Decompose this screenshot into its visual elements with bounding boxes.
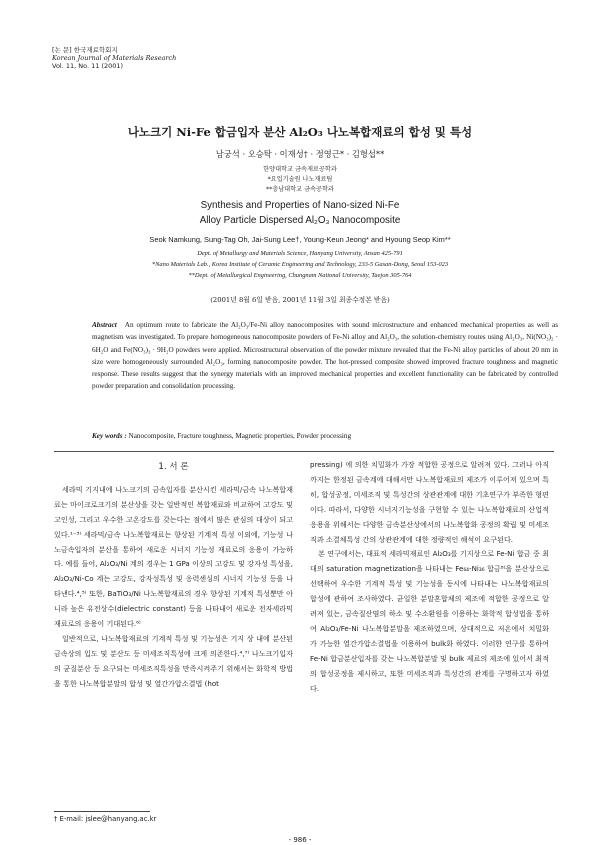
korean-title: 나노크기 Ni-Fe 합금입자 분산 Al₂O₃ 나노복합재료의 합성 및 특성	[127, 125, 473, 139]
english-affiliation-1: Dept. of Metallurgy and Materials Science, Hanyang University, Ansan 425-791	[197, 250, 403, 257]
english-affiliation-2: *Nano Materials Lab., Korea Institute of Ceramic Engineering and Technology, 233-5 Gasan-Dong, Seoul 153-023	[151, 261, 449, 268]
english-affiliations	[60, 248, 540, 281]
journal-header	[52, 46, 176, 70]
section-title-introduction: 1. 서 론	[158, 462, 189, 472]
received-dates: (2001년 8월 6일 받음, 2001년 11월 3일 최종수정본 받음)	[210, 296, 390, 304]
keywords-label: Key words :	[92, 432, 127, 440]
journal-volume: Vol. 11, No. 11 (2001)	[52, 62, 124, 70]
journal-korean-name: [논 문] 한국재료학회지	[52, 46, 118, 54]
footnote-email: † E-mail: jslee@hanyang.ac.kr	[54, 815, 157, 823]
body-paragraph: 본 연구에서는, 대표적 세라믹재료인 Al₂O₃를 기지상으로 Fe-Ni 합금 중 최대의 saturation magnetization을 나타내는 Fe₆₄-Ni₃₆ 합금⁸⁾을 분산상으로 선택하여 우수한 기계적 특성 및 기능성을 동시에 나타내는 나노복합재료의 합성에 관하여 조사하였다. 균일한 분말혼합체의 제조에 적합한 공정으로 알려져 있는, 금속질산염의 하소 및 수소환원을 이용하는 화학적 합성법을 통하여 Al₂O₃/Fe-Ni 나노복합분말을 제조하였으며, 상대적으로 저온에서 치밀화가 가능한 열간가압소결법을 이용하여 bulk화 하였다. 이러한 연구를 통하여 Fe-Ni 합금분산입자를 갖는 나노복합분말 및 bulk 제료의 제조에 있어서 최적의 합성공정을 제시하고, 또한 미세조직과 특성간의 관계를 구명하고자 하였다.	[310, 549, 549, 693]
keywords-text: Nanocomposite, Fracture toughness, Magnetic properties, Powder processing	[126, 432, 352, 440]
korean-authors: 남궁석 · 오승탁 · 이재성† · 정영근* · 김형섭**	[215, 149, 385, 159]
footnote-rule	[54, 811, 150, 812]
keywords	[92, 432, 558, 440]
abstract-text: An optimum route to fabricate the Al₂O₃/Fe-Ni alloy nanocomposites with sound microstructure and enhanced mechanical properties as well as magnetism was investigated. To prepare homogeneous nanocomposite powders of Fe-Ni alloy and Al₂O₃, the solution-chemistry routes using Al₂O₃, Ni(NO₃)₂ · 6H₂O and Fe(NO₃)₃ · 9H₂O powders were applied. Microstructural observation of the powder mixture revealed that the Fe-Ni alloy particles of about 20 nm in size were homogeneously surrounded Al₂O₃, forming nanocomposite powder. The hot-pressed composite showed improved fracture toughness and magnetic response. These results suggest that the synergy materials with an improved mechanical properties and excellent functionality can be fabricated by controlled powder preparation and consolidation processing.	[92, 321, 558, 391]
korean-affiliations	[0, 165, 600, 195]
english-authors: Seok Namkung, Sung-Tag Oh, Jai-Sung Lee†, Young-Keun Jeong* and Hyoung Seop Kim**	[149, 235, 451, 244]
left-column	[54, 458, 293, 692]
korean-affiliation-1: 한양대학교 금속재료공학과	[263, 166, 337, 173]
korean-affiliation-3: **충남대학교 금속공학과	[266, 186, 334, 193]
body-paragraph: 세라믹 기지내에 나노크기의 금속입자를 분산시킨 세라믹/금속 나노복합재료는 마이크로크기의 분산상을 갖는 일반적인 복합재료와 비교하여 고강도 및 고인성, 그리고 우수한 고온강도를 갖는다는 점에서 많은 관심의 대상이 되고 있다.¹⁻³⁾ 세라믹/금속 나노복합재료는 향상된 기계적 특성 이외에, 기능성 나노금속입자의 분산을 통하여 새로운 시너지 기능성 재료로의 응용이 가능하다. 예를 들어, Al₂O₃/Ni 계의 경우는 1 GPa 이상의 고강도 및 강자성 특성을, Al₂O₃/Ni-Co 계는 고강도, 강자성특성 및 응력센싱의 시너지 기능성 등을 나타낸다.⁴,⁵⁾ 또한, BaTiO₃/Ni 나노복합재료의 경우 향상된 기계적 특성뿐만 아니라 높은 유전상수(dielectric constant) 등을 나타내어 새로운 전자세라믹재료로의 응용이 기대된다.⁶⁾	[54, 484, 293, 629]
english-title-line-1: Synthesis and Properties of Nano-sized Ni-Fe	[200, 200, 400, 211]
body-paragraph: pressing) 에 의한 치밀화가 가장 적합한 공정으로 알려져 있다. 그러나 아직까지는 한정된 금속계에 대해서만 나노복합재료의 제조가 이루어져 있으며 특히, 합성공정, 미세조직 및 특성간의 상관관계에 대한 기초연구가 부족한 형편이다. 따라서, 다양한 시너지기능성을 구현할 수 있는 나노복합재료의 산업적응용을 위해서는 다양한 금속분산상에서의 나노복합화 공정의 확립 및 미세조직과 소결체특성 간의 상관관계에 대한 정량적인 해석이 요구된다.	[310, 460, 549, 544]
journal-english-name: Korean Journal of Materials Research	[52, 54, 177, 62]
abstract-label: Abstract	[92, 321, 117, 329]
body-paragraph: 일반적으로, 나노복합재료의 기계적 특성 및 기능성은 기지 상 내에 분산된 금속상의 입도 및 분산도 등 미세조직특성에 크게 의존한다.⁴,⁷⁾ 나노크기입자의 균질분산 등 요구되는 미세조직특성을 만족시켜주기 위해서는 화학적 방법을 통한 나노복합분말의 합성 및 열간가압소결법 (hot	[54, 633, 293, 688]
right-column	[310, 458, 549, 697]
korean-affiliation-2: *요업기술원 나노재료팀	[267, 176, 333, 183]
english-affiliation-3: **Dept. of Metallurgical Engineering, Chungnam National University, Taejon 305-764	[188, 272, 412, 279]
section-divider	[54, 451, 554, 452]
page-number: - 986 -	[288, 836, 312, 844]
english-title-line-2: Alloy Particle Dispersed Al₂O₃ Nanocomposite	[199, 215, 401, 226]
abstract	[92, 319, 558, 393]
english-title	[0, 198, 600, 228]
